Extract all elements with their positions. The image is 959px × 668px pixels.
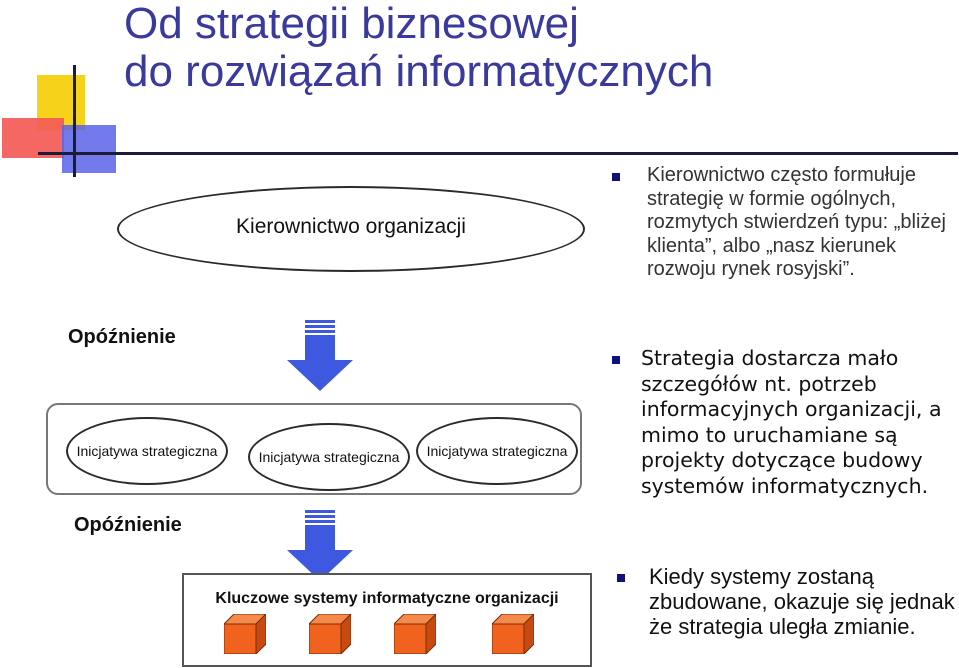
cube-icon — [309, 614, 351, 654]
management-label: Kierownictwo organizacji — [236, 215, 466, 238]
bullet-square-icon — [612, 356, 620, 364]
slide-title — [124, 0, 713, 96]
down-arrow-icon — [285, 320, 355, 392]
bullet-square-icon — [617, 574, 625, 582]
title-underline — [38, 152, 958, 155]
down-arrow-icon — [285, 510, 355, 582]
strategic-initiative: Inicjatywa strategiczna — [248, 423, 410, 491]
decor-vertical-line — [73, 65, 76, 177]
delay-label-bottom: Opóźnienie — [74, 514, 182, 536]
slide-title-line-2: do rozwiązań informatycznych — [124, 47, 714, 96]
bullet-text: Kiedy systemy zostaną zbudowane, okazuje się jednak że strategia uległa zmianie. — [649, 564, 955, 639]
slide-title-line-1: Od strategii biznesowej — [124, 0, 579, 48]
cube-icon — [224, 614, 266, 654]
key-systems-label: Kluczowe systemy informatyczne organizacji — [215, 590, 559, 607]
cube-icon — [492, 614, 534, 654]
cube-icon — [394, 614, 436, 654]
bullet-text: Strategia dostarcza mało szczegółów nt. potrzeb informacyjnych organizacji, a mimo to uruchamiane są projekty dotyczące budowy systemów informatycznych. — [641, 346, 942, 498]
strategic-initiative: Inicjatywa strategiczna — [416, 417, 578, 485]
bullet-text: Kierownictwo często formułuje strategię w formie ogólnych, rozmytych stwierdzeń typu: „bliżej klienta”, albo „nasz kierunek rozwoju rynek rosyjski”. — [647, 164, 946, 280]
bullet-square-icon — [612, 173, 620, 181]
strategic-initiative: Inicjatywa strategiczna — [66, 417, 228, 485]
delay-label-top: Opóźnienie — [68, 326, 176, 348]
decor-blue-square — [62, 125, 116, 173]
